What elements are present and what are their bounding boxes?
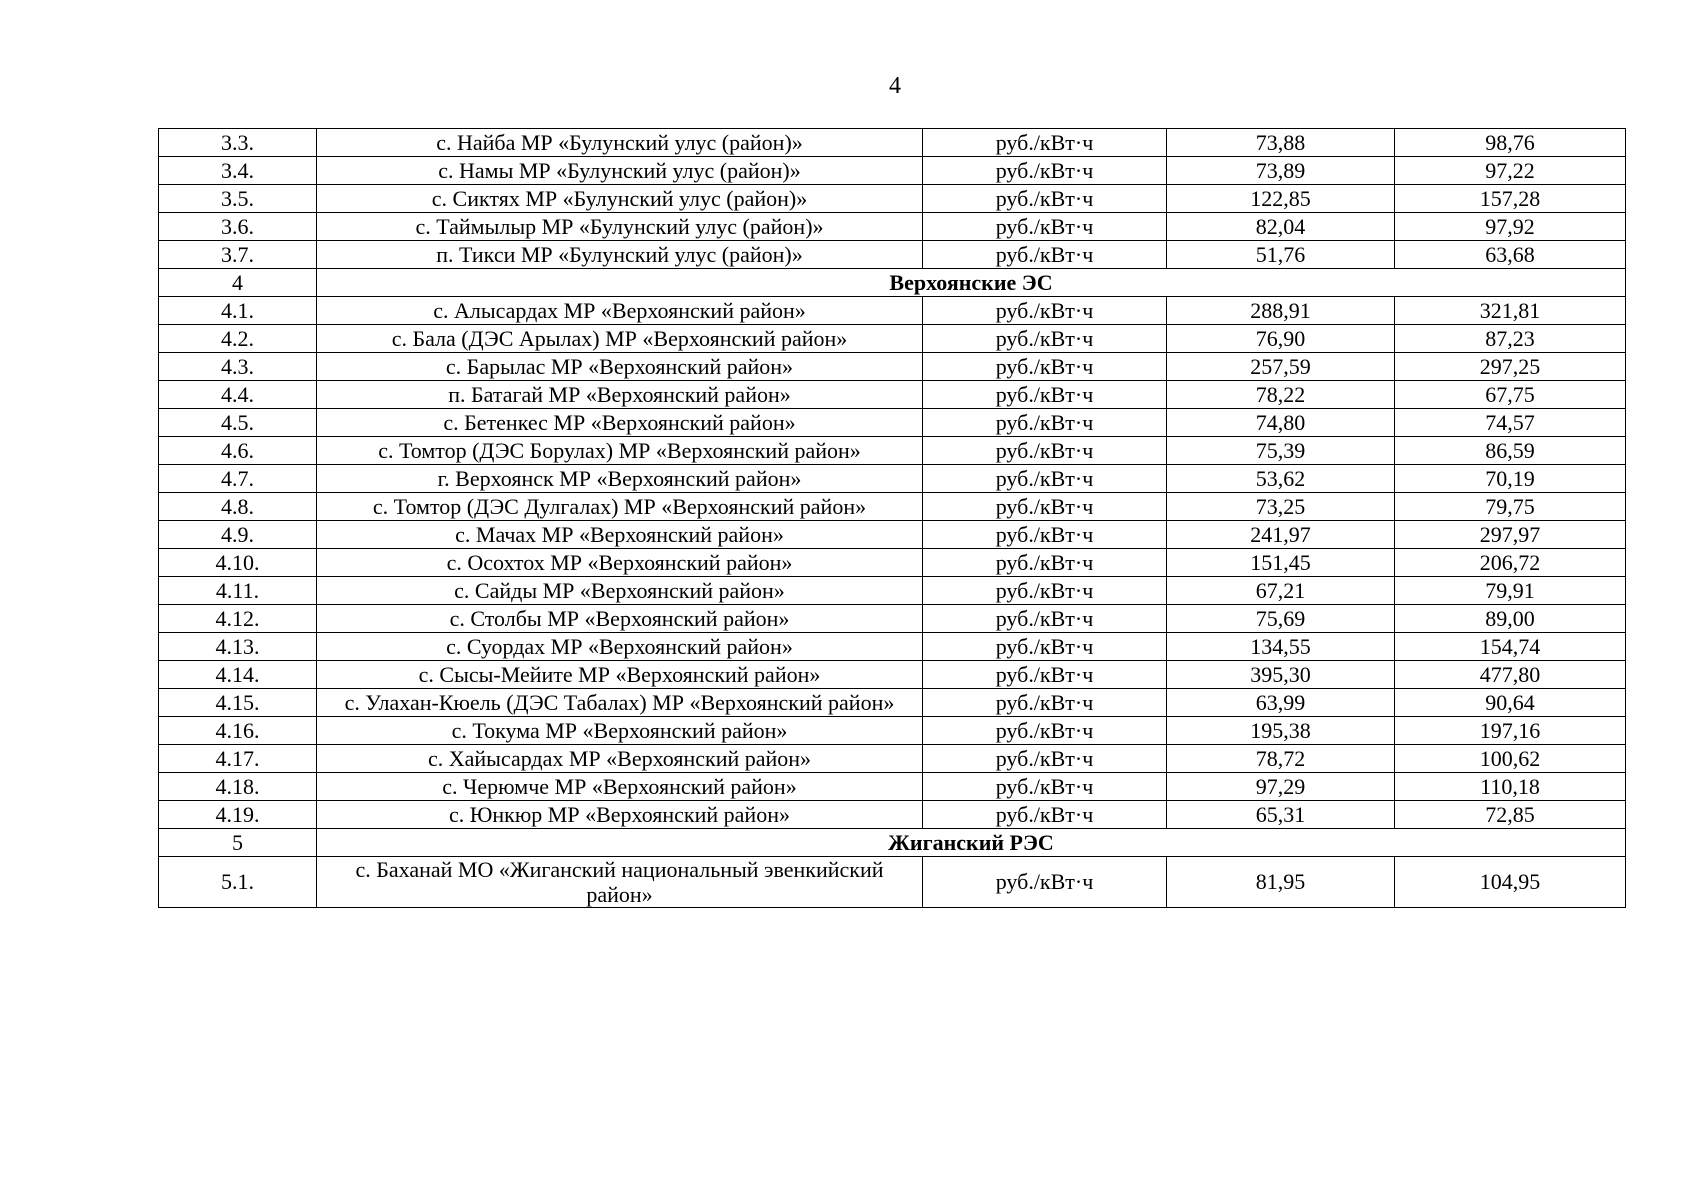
settlement-name: с. Столбы МР «Верхоянский район» bbox=[317, 605, 923, 633]
unit-cell: руб./кВт·ч bbox=[923, 241, 1167, 269]
table-row bbox=[159, 745, 1626, 773]
unit-cell: руб./кВт·ч bbox=[923, 129, 1167, 157]
unit-cell: руб./кВт·ч bbox=[923, 437, 1167, 465]
table-row bbox=[159, 409, 1626, 437]
table-row bbox=[159, 857, 1626, 908]
table-row bbox=[159, 633, 1626, 661]
table-row bbox=[159, 549, 1626, 577]
row-number: 4.4. bbox=[159, 381, 317, 409]
tariff-value-2: 72,85 bbox=[1395, 801, 1626, 829]
unit-cell: руб./кВт·ч bbox=[923, 213, 1167, 241]
tariff-value-1: 73,89 bbox=[1167, 157, 1395, 185]
table-row bbox=[159, 773, 1626, 801]
unit-cell: руб./кВт·ч bbox=[923, 773, 1167, 801]
tariff-value-2: 154,74 bbox=[1395, 633, 1626, 661]
settlement-name: с. Найба МР «Булунский улус (район)» bbox=[317, 129, 923, 157]
tariff-value-2: 79,91 bbox=[1395, 577, 1626, 605]
table-row bbox=[159, 437, 1626, 465]
unit-cell: руб./кВт·ч bbox=[923, 381, 1167, 409]
tariff-value-1: 78,22 bbox=[1167, 381, 1395, 409]
table-row bbox=[159, 185, 1626, 213]
unit-cell: руб./кВт·ч bbox=[923, 521, 1167, 549]
settlement-name: г. Верхоянск МР «Верхоянский район» bbox=[317, 465, 923, 493]
tariff-value-1: 73,88 bbox=[1167, 129, 1395, 157]
section-row bbox=[159, 269, 1626, 297]
row-number: 4.8. bbox=[159, 493, 317, 521]
tariff-value-2: 86,59 bbox=[1395, 437, 1626, 465]
section-row bbox=[159, 829, 1626, 857]
unit-cell: руб./кВт·ч bbox=[923, 605, 1167, 633]
section-title: Верхоянские ЭС bbox=[317, 269, 1626, 297]
settlement-name: с. Хайысардах МР «Верхоянский район» bbox=[317, 745, 923, 773]
row-number: 3.5. bbox=[159, 185, 317, 213]
unit-cell: руб./кВт·ч bbox=[923, 745, 1167, 773]
row-number: 4.12. bbox=[159, 605, 317, 633]
unit-cell: руб./кВт·ч bbox=[923, 801, 1167, 829]
tariff-value-1: 257,59 bbox=[1167, 353, 1395, 381]
table-row bbox=[159, 521, 1626, 549]
settlement-name: с. Бала (ДЭС Арылах) МР «Верхоянский район» bbox=[317, 325, 923, 353]
unit-cell: руб./кВт·ч bbox=[923, 493, 1167, 521]
tariff-value-1: 122,85 bbox=[1167, 185, 1395, 213]
tariff-value-1: 151,45 bbox=[1167, 549, 1395, 577]
settlement-name: с. Барылас МР «Верхоянский район» bbox=[317, 353, 923, 381]
settlement-name: с. Улахан-Кюель (ДЭС Табалах) МР «Верхоянский район» bbox=[317, 689, 923, 717]
tariff-value-1: 63,99 bbox=[1167, 689, 1395, 717]
settlement-name: с. Мачах МР «Верхоянский район» bbox=[317, 521, 923, 549]
table-row bbox=[159, 465, 1626, 493]
row-number: 4.13. bbox=[159, 633, 317, 661]
settlement-name: с. Сысы-Мейите МР «Верхоянский район» bbox=[317, 661, 923, 689]
settlement-name: с. Токума МР «Верхоянский район» bbox=[317, 717, 923, 745]
row-number: 4.9. bbox=[159, 521, 317, 549]
table-row bbox=[159, 605, 1626, 633]
row-number: 3.3. bbox=[159, 129, 317, 157]
row-number: 4.3. bbox=[159, 353, 317, 381]
tariff-value-1: 195,38 bbox=[1167, 717, 1395, 745]
row-number: 4.16. bbox=[159, 717, 317, 745]
tariff-value-1: 76,90 bbox=[1167, 325, 1395, 353]
unit-cell: руб./кВт·ч bbox=[923, 577, 1167, 605]
tariff-value-1: 65,31 bbox=[1167, 801, 1395, 829]
settlement-name: п. Тикси МР «Булунский улус (район)» bbox=[317, 241, 923, 269]
section-number: 4 bbox=[159, 269, 317, 297]
settlement-name: с. Томтор (ДЭС Дулгалах) МР «Верхоянский район» bbox=[317, 493, 923, 521]
tariff-value-2: 477,80 bbox=[1395, 661, 1626, 689]
settlement-name: с. Томтор (ДЭС Борулах) МР «Верхоянский район» bbox=[317, 437, 923, 465]
table-row bbox=[159, 801, 1626, 829]
section-number: 5 bbox=[159, 829, 317, 857]
unit-cell: руб./кВт·ч bbox=[923, 325, 1167, 353]
unit-cell: руб./кВт·ч bbox=[923, 297, 1167, 325]
tariff-value-1: 78,72 bbox=[1167, 745, 1395, 773]
tariff-value-1: 75,39 bbox=[1167, 437, 1395, 465]
tariff-value-2: 97,22 bbox=[1395, 157, 1626, 185]
tariff-value-1: 97,29 bbox=[1167, 773, 1395, 801]
tariff-value-2: 110,18 bbox=[1395, 773, 1626, 801]
tariff-value-2: 197,16 bbox=[1395, 717, 1626, 745]
unit-cell: руб./кВт·ч bbox=[923, 157, 1167, 185]
tariff-value-1: 74,80 bbox=[1167, 409, 1395, 437]
tariff-value-1: 67,21 bbox=[1167, 577, 1395, 605]
row-number: 4.5. bbox=[159, 409, 317, 437]
tariff-value-1: 82,04 bbox=[1167, 213, 1395, 241]
row-number: 4.10. bbox=[159, 549, 317, 577]
table-row bbox=[159, 381, 1626, 409]
tariff-value-1: 53,62 bbox=[1167, 465, 1395, 493]
unit-cell: руб./кВт·ч bbox=[923, 857, 1167, 908]
table-row bbox=[159, 297, 1626, 325]
tariff-value-2: 297,97 bbox=[1395, 521, 1626, 549]
unit-cell: руб./кВт·ч bbox=[923, 633, 1167, 661]
row-number: 4.7. bbox=[159, 465, 317, 493]
unit-cell: руб./кВт·ч bbox=[923, 661, 1167, 689]
row-number: 4.18. bbox=[159, 773, 317, 801]
row-number: 4.14. bbox=[159, 661, 317, 689]
row-number: 4.6. bbox=[159, 437, 317, 465]
settlement-name: п. Батагай МР «Верхоянский район» bbox=[317, 381, 923, 409]
table-row bbox=[159, 241, 1626, 269]
row-number: 3.6. bbox=[159, 213, 317, 241]
tariff-value-2: 74,57 bbox=[1395, 409, 1626, 437]
tariff-value-1: 51,76 bbox=[1167, 241, 1395, 269]
tariff-value-2: 321,81 bbox=[1395, 297, 1626, 325]
tariff-value-1: 395,30 bbox=[1167, 661, 1395, 689]
tariff-value-2: 100,62 bbox=[1395, 745, 1626, 773]
unit-cell: руб./кВт·ч bbox=[923, 549, 1167, 577]
settlement-name: с. Сиктях МР «Булунский улус (район)» bbox=[317, 185, 923, 213]
tariff-value-1: 134,55 bbox=[1167, 633, 1395, 661]
tariff-table bbox=[158, 128, 1626, 908]
row-number: 4.1. bbox=[159, 297, 317, 325]
row-number: 4.19. bbox=[159, 801, 317, 829]
table-row bbox=[159, 213, 1626, 241]
tariff-value-2: 79,75 bbox=[1395, 493, 1626, 521]
table-row bbox=[159, 661, 1626, 689]
tariff-value-2: 98,76 bbox=[1395, 129, 1626, 157]
unit-cell: руб./кВт·ч bbox=[923, 409, 1167, 437]
settlement-name: с. Таймылыр МР «Булунский улус (район)» bbox=[317, 213, 923, 241]
tariff-value-1: 81,95 bbox=[1167, 857, 1395, 908]
row-number: 3.4. bbox=[159, 157, 317, 185]
table-row bbox=[159, 493, 1626, 521]
tariff-value-2: 67,75 bbox=[1395, 381, 1626, 409]
tariff-value-1: 241,97 bbox=[1167, 521, 1395, 549]
tariff-value-2: 89,00 bbox=[1395, 605, 1626, 633]
row-number: 3.7. bbox=[159, 241, 317, 269]
tariff-table-body bbox=[159, 129, 1626, 908]
row-number: 4.17. bbox=[159, 745, 317, 773]
tariff-value-2: 90,64 bbox=[1395, 689, 1626, 717]
table-row bbox=[159, 157, 1626, 185]
tariff-value-1: 73,25 bbox=[1167, 493, 1395, 521]
settlement-name: с. Юнкюр МР «Верхоянский район» bbox=[317, 801, 923, 829]
table-row bbox=[159, 129, 1626, 157]
settlement-name: с. Алысардах МР «Верхоянский район» bbox=[317, 297, 923, 325]
table-row bbox=[159, 689, 1626, 717]
unit-cell: руб./кВт·ч bbox=[923, 465, 1167, 493]
row-number: 4.15. bbox=[159, 689, 317, 717]
tariff-value-2: 70,19 bbox=[1395, 465, 1626, 493]
table-row bbox=[159, 577, 1626, 605]
settlement-name: с. Бетенкес МР «Верхоянский район» bbox=[317, 409, 923, 437]
row-number: 5.1. bbox=[159, 857, 317, 908]
tariff-value-2: 97,92 bbox=[1395, 213, 1626, 241]
table-row bbox=[159, 353, 1626, 381]
unit-cell: руб./кВт·ч bbox=[923, 717, 1167, 745]
page-number: 4 bbox=[889, 73, 901, 99]
row-number: 4.11. bbox=[159, 577, 317, 605]
row-number: 4.2. bbox=[159, 325, 317, 353]
table-row bbox=[159, 325, 1626, 353]
section-title: Жиганский РЭС bbox=[317, 829, 1626, 857]
unit-cell: руб./кВт·ч bbox=[923, 689, 1167, 717]
table-row bbox=[159, 717, 1626, 745]
settlement-name: с. Осохтох МР «Верхоянский район» bbox=[317, 549, 923, 577]
settlement-name: с. Намы МР «Булунский улус (район)» bbox=[317, 157, 923, 185]
settlement-name: с. Баханай МО «Жиганский национальный эвенкийский район» bbox=[317, 857, 923, 908]
tariff-value-2: 297,25 bbox=[1395, 353, 1626, 381]
unit-cell: руб./кВт·ч bbox=[923, 353, 1167, 381]
settlement-name: с. Черюмче МР «Верхоянский район» bbox=[317, 773, 923, 801]
tariff-value-2: 157,28 bbox=[1395, 185, 1626, 213]
settlement-name: с. Суордах МР «Верхоянский район» bbox=[317, 633, 923, 661]
tariff-value-2: 87,23 bbox=[1395, 325, 1626, 353]
tariff-value-1: 288,91 bbox=[1167, 297, 1395, 325]
unit-cell: руб./кВт·ч bbox=[923, 185, 1167, 213]
tariff-value-1: 75,69 bbox=[1167, 605, 1395, 633]
settlement-name: с. Сайды МР «Верхоянский район» bbox=[317, 577, 923, 605]
tariff-value-2: 206,72 bbox=[1395, 549, 1626, 577]
tariff-value-2: 63,68 bbox=[1395, 241, 1626, 269]
tariff-value-2: 104,95 bbox=[1395, 857, 1626, 908]
